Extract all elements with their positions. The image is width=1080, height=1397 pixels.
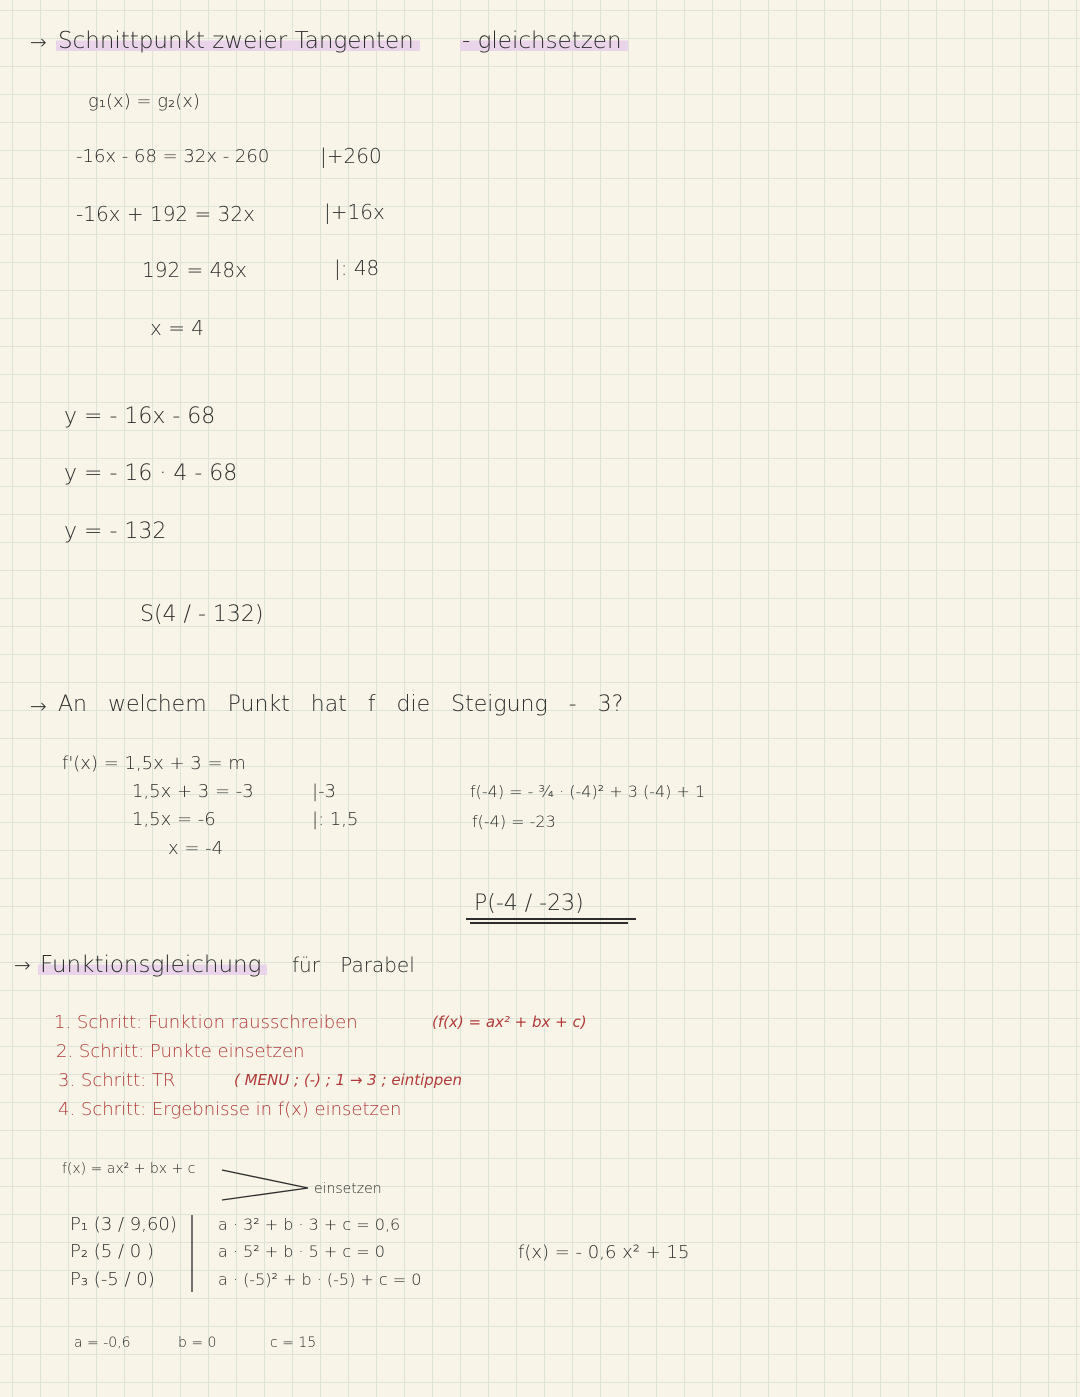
equation-line: 1,5x + 3 = -3 xyxy=(132,781,254,802)
derivative-line: f'(x) = 1,5x + 3 = m xyxy=(62,753,246,774)
step-item: 4. Schritt: Ergebnisse in f(x) einsetzen xyxy=(58,1099,402,1120)
system-equation: a · 3² + b · 3 + c = 0,6 xyxy=(218,1215,401,1234)
equation-line: 1,5x = -6 xyxy=(132,809,216,830)
point-item: P₃ (-5 / 0) xyxy=(70,1269,155,1290)
intersection-point: S(4 / - 132) xyxy=(140,602,264,627)
operation-note: |+260 xyxy=(320,144,382,168)
operation-note: |+16x xyxy=(324,200,385,224)
arrow-icon: → xyxy=(30,30,47,54)
section-heading-method: - gleichsetzen xyxy=(460,28,628,54)
step-hint: (f(x) = ax² + bx + c) xyxy=(432,1013,587,1031)
coefficient-a: a = -0,6 xyxy=(74,1335,131,1351)
system-equation: a · 5² + b · 5 + c = 0 xyxy=(218,1242,385,1261)
point-item: P₁ (3 / 9,60) xyxy=(70,1214,177,1235)
question-slope: An welchem Punkt hat f die Steigung - 3? xyxy=(58,692,624,717)
slope-point: P(-4 / -23) xyxy=(474,891,584,916)
function-value-result: f(-4) = -23 xyxy=(472,812,556,831)
step-item: 2. Schritt: Punkte einsetzen xyxy=(56,1041,305,1062)
general-function: f(x) = ax² + bx + c xyxy=(62,1161,196,1177)
result-function: f(x) = - 0,6 x² + 15 xyxy=(518,1242,690,1263)
section-heading-parabola: für Parabel xyxy=(292,953,415,977)
operation-note: |: 48 xyxy=(334,256,380,280)
operation-note: |-3 xyxy=(312,781,337,802)
section-heading-intersection: Schnittpunkt zweier Tangenten xyxy=(56,28,420,54)
equation-setup: g₁(x) = g₂(x) xyxy=(88,91,200,112)
equation-line: -16x + 192 = 32x xyxy=(76,202,255,226)
function-value-calc: f(-4) = - ¾ · (-4)² + 3 (-4) + 1 xyxy=(470,782,706,801)
einsetzen-label: einsetzen xyxy=(314,1181,382,1197)
point-item: P₂ (5 / 0 ) xyxy=(70,1241,154,1262)
system-equation: a · (-5)² + b · (-5) + c = 0 xyxy=(218,1270,422,1289)
equation-line: 192 = 48x xyxy=(142,258,247,282)
step-item: 1. Schritt: Funktion rausschreiben xyxy=(54,1012,358,1033)
step-hint: ( MENU ; (-) ; 1 → 3 ; eintippen xyxy=(234,1071,463,1089)
y-equation: y = - 16x - 68 xyxy=(64,404,216,429)
arrow-icon: → xyxy=(30,694,47,718)
y-result: y = - 132 xyxy=(64,519,167,544)
equation-solution: x = -4 xyxy=(168,838,224,859)
section-heading-function: Funktionsgleichung xyxy=(38,952,267,978)
step-item: 3. Schritt: TR xyxy=(58,1070,176,1091)
arrow-icon: → xyxy=(14,953,31,977)
equation-solution: x = 4 xyxy=(150,316,205,340)
coefficient-b: b = 0 xyxy=(178,1335,217,1351)
y-substitution: y = - 16 · 4 - 68 xyxy=(64,461,238,486)
equation-line: -16x - 68 = 32x - 260 xyxy=(76,146,270,167)
operation-note: |: 1,5 xyxy=(312,809,359,830)
coefficient-c: c = 15 xyxy=(270,1335,317,1351)
